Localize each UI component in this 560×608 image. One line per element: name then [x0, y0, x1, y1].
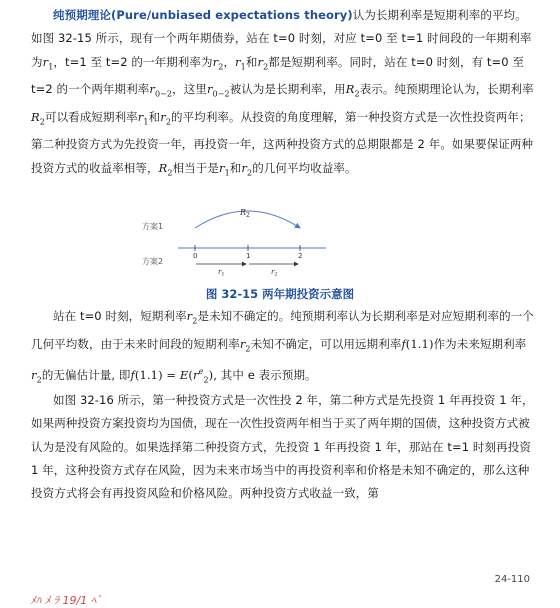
math-r1: $r_1$	[235, 54, 246, 71]
math-r0-2: $r_{0-2}$	[206, 82, 230, 99]
figure-caption: 图 32-15 两年期投资示意图	[205, 287, 355, 301]
arc-label-R: $R_2$	[240, 208, 250, 219]
math-r1: $r_1$	[137, 109, 149, 127]
math-r2: $r_2$	[212, 54, 224, 71]
segment2-label: $r_2$	[271, 268, 278, 276]
plan1-label: 方案1	[142, 222, 164, 231]
math-r1: $r_1$	[218, 160, 230, 177]
term-pure-expectations-theory: 纯预期理论(Pure/unbiased expectations theory)	[53, 8, 353, 22]
tick-label-0: 0	[193, 252, 198, 260]
math-r2: $r_2$	[257, 54, 269, 71]
math-R2: $R_2$	[158, 160, 173, 177]
math-r2: $r_2$	[186, 309, 198, 326]
segment1-label: $r_1$	[218, 268, 225, 276]
math-r1: $r_1$	[42, 54, 54, 71]
two-year-investment-diagram	[140, 200, 340, 276]
plan2-label: 方案2	[142, 257, 164, 266]
tick-label-1: 1	[246, 252, 251, 260]
math-r2: $r_2$	[31, 368, 42, 385]
math-r2: $r_2$	[241, 160, 253, 177]
math-equation-f11-equals-expectation: $f(1.1) = E(r^e_2)$	[130, 367, 214, 385]
page-number: 24-110	[494, 574, 530, 585]
math-R2: $R_2$	[345, 82, 360, 99]
paragraph-investment-risk: 如图 32-16 所示，第一种投资方式是一次性投 2 年，第二种方式是先投资 1 年再投资 1 年，如果两种投资方案投资均为国债，现在一次性投资两年相当于买了两年期的国债，这种投资方式被认为是没有风险的。如果选择第二种投资方式，先投资 1 年再投资 1 年，那站在 t=1 时刻再投资 1 年，这种投资方式存在风险，因为未来市场当中的再投资利率和价格是未知不确定的，那么这种投资方式将会有再投资风险和价格风险。两种投资方式收益一致，第	[31, 393, 534, 501]
tick-label-2: 2	[298, 252, 303, 260]
math-f11: f(1.1)	[401, 336, 434, 351]
math-r0-2: $r_{0-2}$	[149, 82, 173, 99]
paragraph-pure-expectations: 纯预期理论(Pure/unbiased expectations theory)认为长期利率是短期利率的平均。如图 32-15 所示，现有一个两年期债券，站在 t=0 时刻，对应 t=0 至 t=1 时间段的一年期利率为$r_1$，t=1 至 t=2 的一年期利率为$r_2$，$r_1$和$r_2$都是短期利率。同时，站在 t=0 时刻，有 t=0 至 t=2 的一个两年期利率$r_{0-2}$，这里$r_{0-2}$被认为是长期利率，用$R_2$表示。纯预期理论认为，长期利率$R_2$可以看成短期利率$r_1$和$r_2$的平均利率。从投资的角度理解，第一种投资方式是一次性投资两年；第二种投资方式为先投资一年，再投资一年，这两种投资方式的总期限都是 2 年。如果要保证两种投资方式的收益率相等，$R_2$相当于是$r_1$和$r_2$的几何平均收益率。	[31, 8, 534, 177]
paragraph-unbiased-estimator: 站在 t=0 时刻，短期利率$r_2$是未知不确定的。纯预期利率认为长期利率是对应短期利率的一个几何平均数，由于未来时间段的短期利率$r_2$未知不确定，可以用远期利率f(1.1)作为未来短期利率$r_2$的无偏估计量, 即$f(1.1) = E(r^e_2)$, 其中 e 表示预期。	[31, 309, 534, 385]
math-R2: $R_2$	[31, 109, 45, 127]
math-r2: $r_2$	[239, 336, 251, 353]
math-r2: $r_2$	[160, 109, 172, 127]
handwritten-note: ﾒﾊ ﾒ ﾗ 19/1 ﾍﾟ	[30, 594, 102, 607]
